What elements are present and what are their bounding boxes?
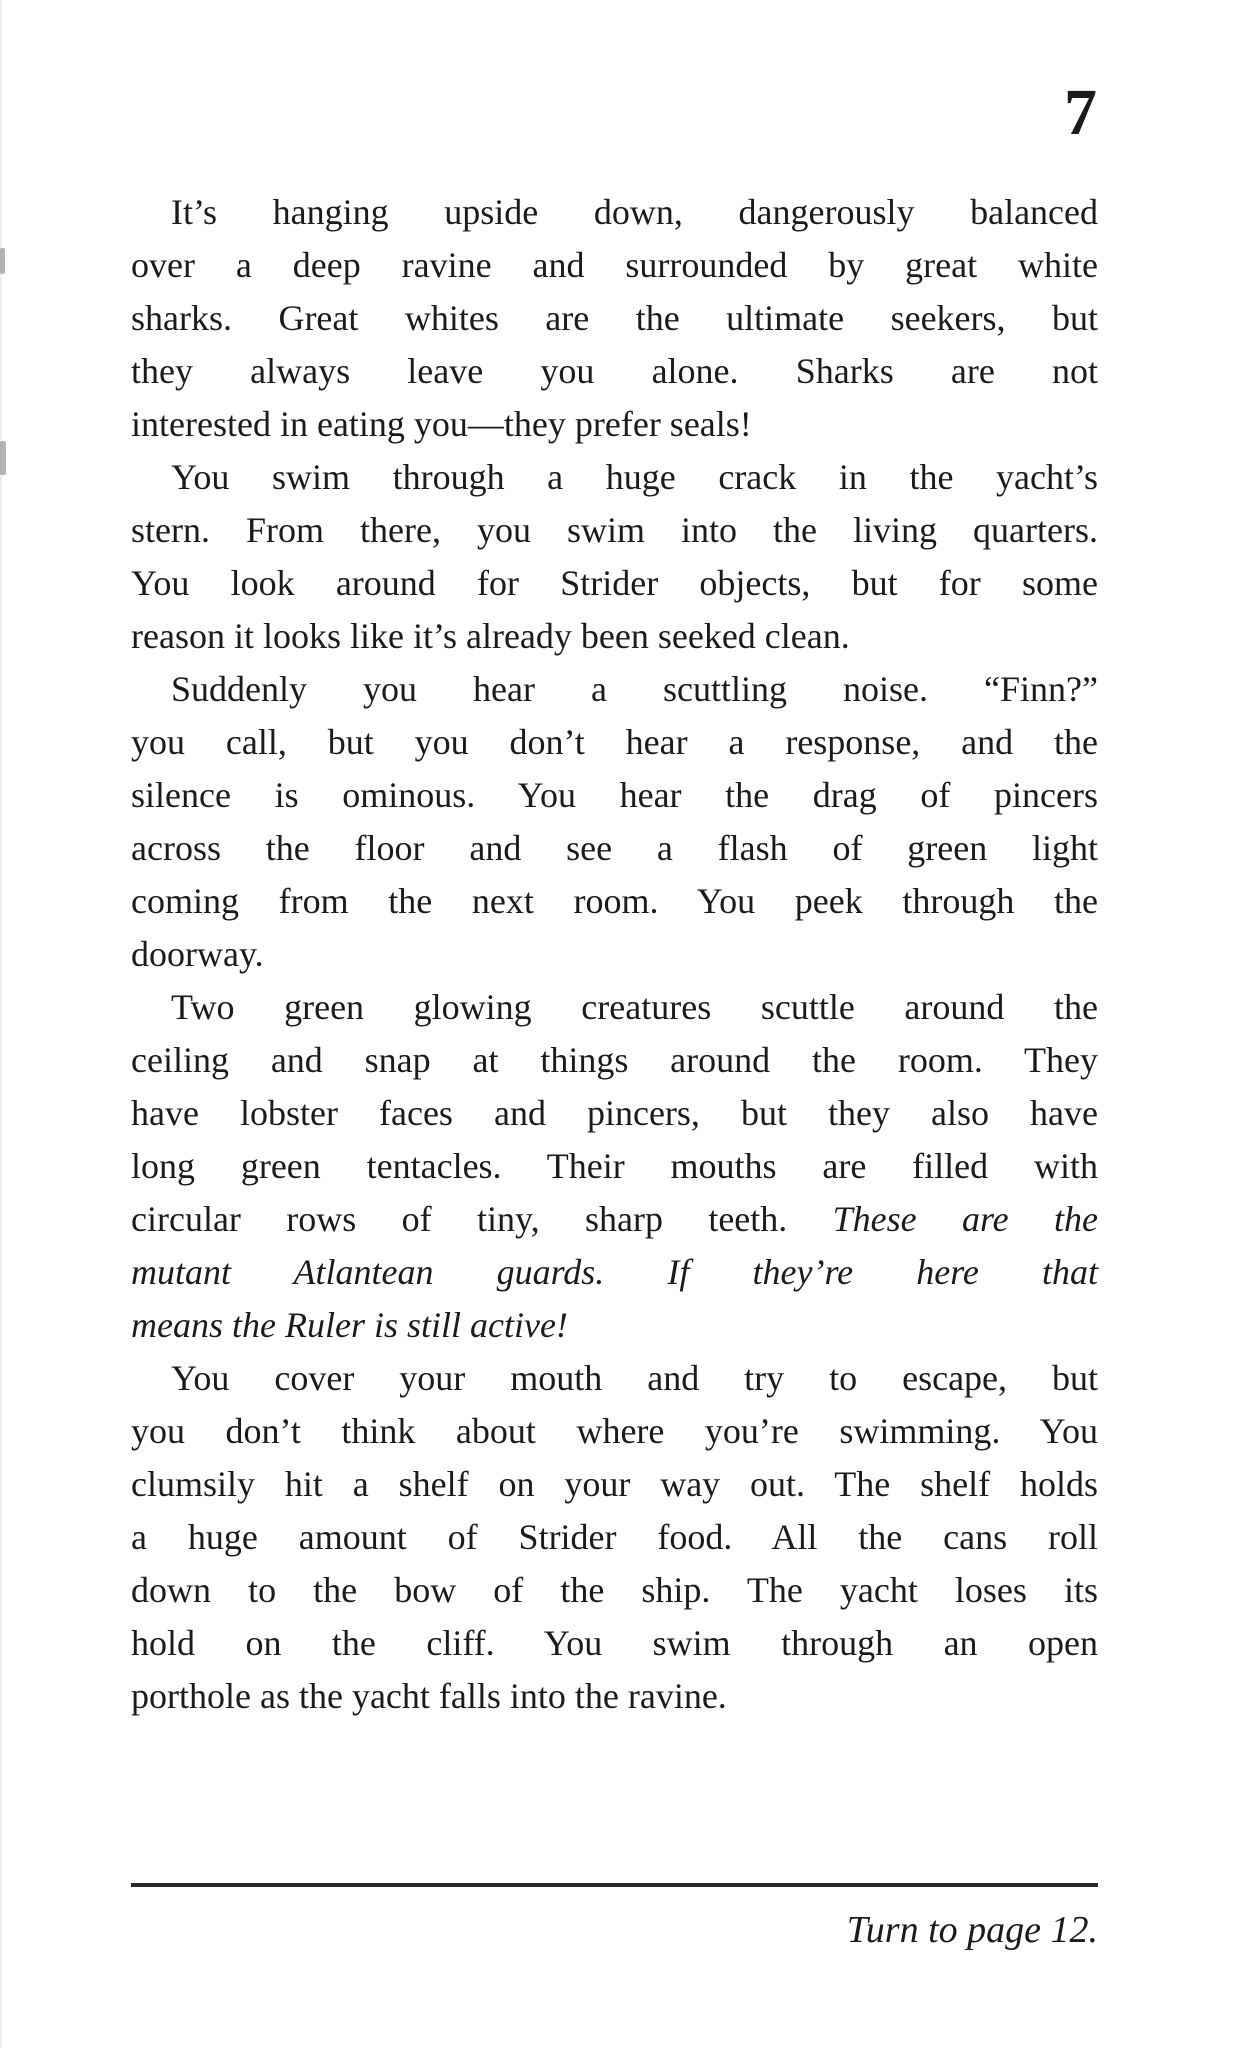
paragraph bbox=[131, 186, 1098, 451]
footer-divider bbox=[131, 1883, 1098, 1887]
text-segment: You swim through a huge crack in the yacht’s bbox=[171, 457, 1098, 497]
paragraph bbox=[131, 451, 1098, 663]
text-segment: porthole as the yacht falls into the ravine. bbox=[131, 1676, 727, 1716]
text-line bbox=[131, 504, 1098, 557]
text-segment: silence is ominous. You hear the drag of pincers bbox=[131, 775, 1098, 815]
text-segment: long green tentacles. Their mouths are filled with bbox=[131, 1146, 1098, 1186]
text-segment: coming from the next room. You peek through the bbox=[131, 881, 1098, 921]
text-segment: Two green glowing creatures scuttle around the bbox=[171, 987, 1098, 1027]
text-segment: doorway. bbox=[131, 934, 264, 974]
text-line bbox=[131, 345, 1098, 398]
turn-instruction: Turn to page 12. bbox=[846, 1909, 1098, 1951]
text-segment: across the floor and see a flash of green light bbox=[131, 828, 1098, 868]
italic-text-segment: These are the bbox=[832, 1199, 1098, 1239]
text-line bbox=[131, 822, 1098, 875]
text-line bbox=[131, 557, 1098, 610]
paragraph bbox=[131, 663, 1098, 981]
text-segment: you call, but you don’t hear a response, and the bbox=[131, 722, 1098, 762]
text-line bbox=[131, 398, 1098, 451]
text-segment: It’s hanging upside down, dangerously balanced bbox=[171, 192, 1098, 232]
text-segment: have lobster faces and pincers, but they also have bbox=[131, 1093, 1098, 1133]
text-segment: sharks. Great whites are the ultimate seekers, but bbox=[131, 298, 1098, 338]
text-segment: down to the bow of the ship. The yacht loses its bbox=[131, 1570, 1098, 1610]
text-segment: stern. From there, you swim into the living quarters. bbox=[131, 510, 1098, 550]
text-line bbox=[131, 1299, 1098, 1352]
text-line bbox=[131, 1564, 1098, 1617]
text-segment: you don’t think about where you’re swimming. You bbox=[131, 1411, 1098, 1451]
text-line bbox=[131, 1087, 1098, 1140]
paragraph bbox=[131, 981, 1098, 1352]
text-line bbox=[131, 875, 1098, 928]
text-line bbox=[131, 928, 1098, 981]
text-line bbox=[131, 1458, 1098, 1511]
text-line bbox=[131, 1034, 1098, 1087]
text-line bbox=[131, 1405, 1098, 1458]
page-number: 7 bbox=[1064, 76, 1098, 149]
text-segment: they always leave you alone. Sharks are not bbox=[131, 351, 1098, 391]
text-line bbox=[131, 1140, 1098, 1193]
text-line bbox=[131, 186, 1098, 239]
text-segment: You cover your mouth and try to escape, but bbox=[171, 1358, 1098, 1398]
text-line bbox=[131, 1670, 1098, 1723]
text-line bbox=[131, 981, 1098, 1034]
text-segment: clumsily hit a shelf on your way out. The shelf holds bbox=[131, 1464, 1098, 1504]
text-line bbox=[131, 1193, 1098, 1246]
scan-artifact-mark bbox=[0, 441, 6, 475]
text-segment: interested in eating you—they prefer seals! bbox=[131, 404, 752, 444]
text-segment: over a deep ravine and surrounded by great white bbox=[131, 245, 1098, 285]
story-text bbox=[131, 186, 1098, 1723]
text-segment: hold on the cliff. You swim through an open bbox=[131, 1623, 1098, 1663]
text-segment: Suddenly you hear a scuttling noise. “Finn?” bbox=[171, 669, 1098, 709]
italic-text-segment: mutant Atlantean guards. If they’re here that bbox=[131, 1252, 1098, 1292]
text-line bbox=[131, 716, 1098, 769]
text-segment: a huge amount of Strider food. All the cans roll bbox=[131, 1517, 1098, 1557]
text-line bbox=[131, 1617, 1098, 1670]
paragraph bbox=[131, 1352, 1098, 1723]
text-segment: You look around for Strider objects, but for some bbox=[131, 563, 1098, 603]
text-segment: reason it looks like it’s already been seeked clean. bbox=[131, 616, 850, 656]
text-line bbox=[131, 239, 1098, 292]
scan-artifact-mark bbox=[0, 248, 5, 274]
italic-text-segment: means the Ruler is still active! bbox=[131, 1305, 568, 1345]
text-line bbox=[131, 1246, 1098, 1299]
text-line bbox=[131, 292, 1098, 345]
text-line bbox=[131, 610, 1098, 663]
text-line bbox=[131, 1511, 1098, 1564]
text-line bbox=[131, 769, 1098, 822]
page-edge-shadow bbox=[0, 0, 2, 2048]
text-segment: ceiling and snap at things around the room. They bbox=[131, 1040, 1098, 1080]
text-line bbox=[131, 451, 1098, 504]
text-segment: circular rows of tiny, sharp teeth. bbox=[131, 1199, 833, 1239]
text-line bbox=[131, 663, 1098, 716]
text-line bbox=[131, 1352, 1098, 1405]
